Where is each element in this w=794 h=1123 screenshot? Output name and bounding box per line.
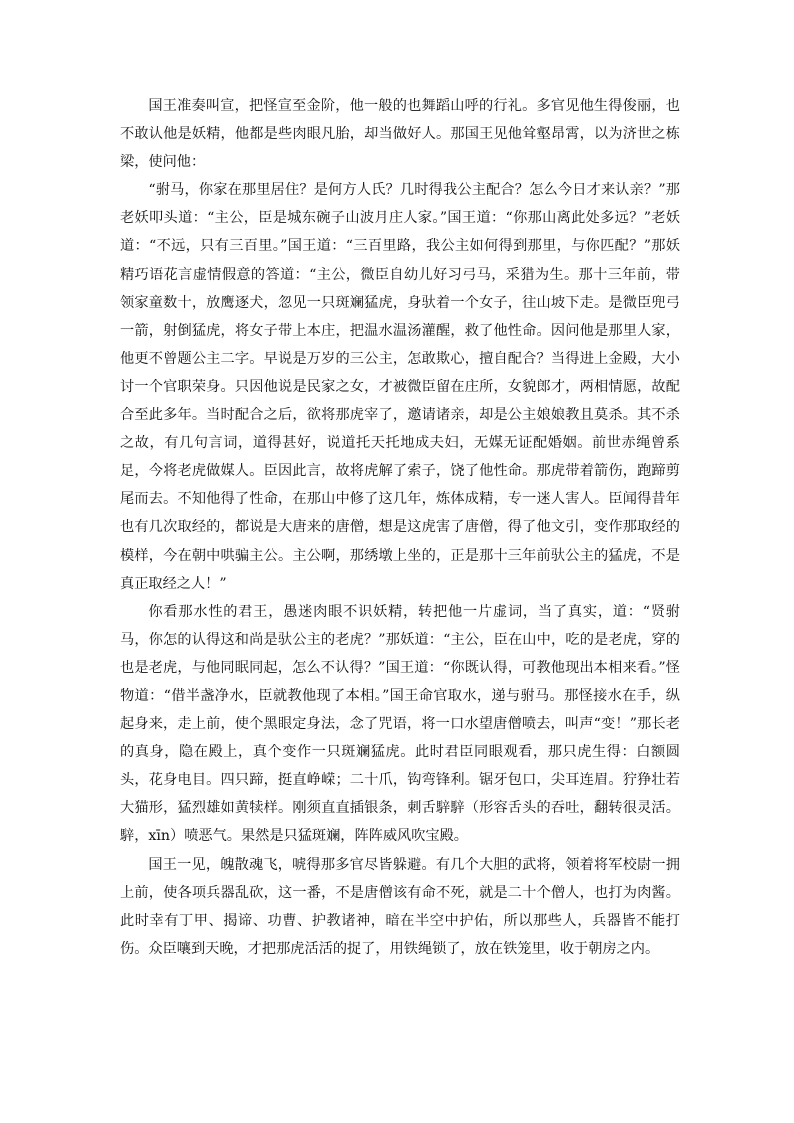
paragraph-3: 你看那水性的君王，愚迷肉眼不识妖精，转把他一片虚词，当了真实，道：“贤驸马，你怎的认得这和尚是驮公主的老虎？”那妖道：“主公，臣在山中，吃的是老虎，穿的也是老虎，与他同眠同起，怎么不认得？”国王道：“你既认得，可教他现出本相来看。”怪物道：“借半盏净水，臣就教他现了本相。”国王命官取水，递与驸马。那怪接水在手，纵起身来，走上前，使个黑眼定身法，念了咒语，将一口水望唐僧喷去，叫声“变！”那长老的真身，隐在殿上，真个变作一只斑斓猛虎。此时君臣同眼观看，那只虎生得：白额圆头，花身电目。四只蹄，挺直峥嵘；二十爪，钩弯锋利。锯牙包口，尖耳连眉。狞狰壮若大猫形，猛烈雄如黄犊样。刚须直直插银条，刺舌騂騂（形容舌头的吞吐，翻转很灵活。騂，xīn）喷恶气。果然是只猛斑斓，阵阵威风吹宝殿。 — [120, 603, 680, 845]
paragraph-1: 国王准奏叫宣，把怪宣至金阶，他一般的也舞蹈山呼的行礼。多官见他生得俊丽，也不敢认他是妖精，他都是些肉眼凡胎，却当做好人。那国王见他耸壑昂霄，以为济世之栋梁，使问他： — [120, 98, 680, 171]
paragraph-4: 国王一见，魄散魂飞，唬得那多官尽皆躲避。有几个大胆的武将，领着将军校尉一拥上前，使各项兵器乱砍，这一番，不是唐僧该有命不死，就是二十个僧人，也打为肉酱。此时幸有丁甲、揭谛、功曹、护教诸神，暗在半空中护佑，所以那些人，兵器皆不能打伤。众臣嚷到天晚，才把那虎活活的捉了，用铁绳锁了，放在铁笼里，收于朝房之内。 — [120, 856, 680, 957]
paragraph-2: “驸马，你家在那里居住？是何方人氏？几时得我公主配合？怎么今日才来认亲？”那老妖叩头道：“主公，臣是城东碗子山波月庄人家。”国王道：“你那山离此处多远？”老妖道：“不远，只有三百里。”国王道：“三百里路，我公主如何得到那里，与你匹配？”那妖精巧语花言虚情假意的答道：“主公，微臣自幼儿好习弓马，采猎为生。那十三年前，带领家童数十，放鹰逐犬，忽见一只斑斓猛虎，身驮着一个女子，往山坡下走。是微臣兜弓一箭，射倒猛虎，将女子带上本庄，把温水温汤灌醒，救了他性命。因问他是那里人家，他更不曾题公主二字。早说是万岁的三公主，怎敢欺心，擅自配合？当得进上金殿，大小讨一个官职荣身。只因他说是民家之女，才被微臣留在庄所，女貌郎才，两相情愿，故配合至此多年。当时配合之后，欲将那虎宰了，邀请诸亲，却是公主娘娘教且莫杀。其不杀之故，有几句言词，道得甚好，说道托天托地成夫妇，无媒无证配婚姻。前世赤绳曾系足，今将老虎做媒人。臣因此言，故将虎解了索子，饶了他性命。那虎带着箭伤，跑蹄剪尾而去。不知他得了性命，在那山中修了这几年，炼体成精，专一迷人害人。臣闻得昔年也有几次取经的，都说是大唐来的唐僧，想是这虎害了唐僧，得了他文引，变作那取经的模样，今在朝中哄骗主公。主公啊，那绣墩上坐的，正是那十三年前驮公主的猛虎，不是真正取经之人！” — [120, 182, 680, 592]
document-page — [120, 92, 680, 963]
